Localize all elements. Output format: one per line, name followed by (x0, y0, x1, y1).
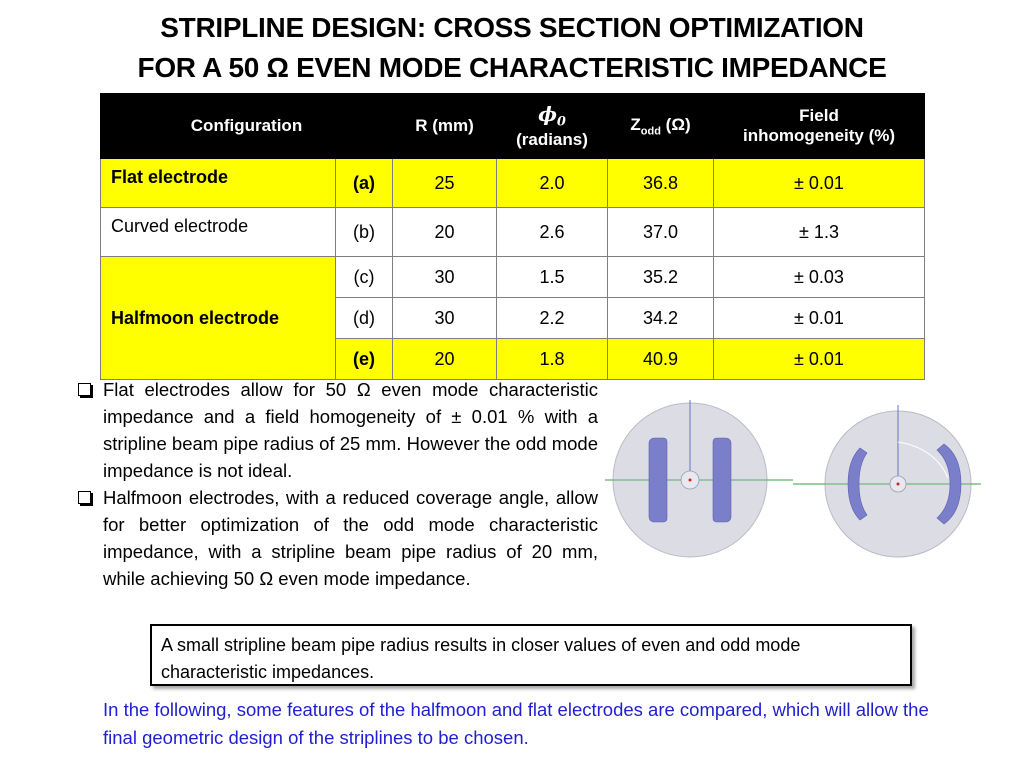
header-phi-unit: (radians) (516, 129, 588, 149)
cell-field: ± 1.3 (714, 208, 925, 257)
flat-electrode-cross-section (605, 400, 793, 557)
cell-phi: 2.6 (497, 208, 608, 257)
configuration-table (100, 93, 925, 380)
bullet-text: Flat electrodes allow for 50 Ω even mode characteristic impedance and a field homogeneity of ± 0.01 % with a stripline beam pipe radius of 25 mm. However the odd mode impedance is not ideal. (103, 379, 598, 481)
checkbox-bullet-icon (78, 491, 91, 504)
cell-r: 30 (393, 298, 497, 339)
cell-phi: 1.8 (497, 339, 608, 380)
header-field (714, 94, 925, 159)
cell-zodd: 36.8 (608, 159, 714, 208)
cell-zodd: 34.2 (608, 298, 714, 339)
table-row (101, 257, 925, 298)
cell-zodd: 35.2 (608, 257, 714, 298)
cell-phi: 2.0 (497, 159, 608, 208)
table-row (101, 159, 925, 208)
cell-phi: 2.2 (497, 298, 608, 339)
header-configuration (101, 94, 393, 159)
cell-zodd: 40.9 (608, 339, 714, 380)
phi-subscript: 0 (556, 114, 566, 130)
title-line-1: STRIPLINE DESIGN: CROSS SECTION OPTIMIZATION (160, 12, 864, 43)
row-label: (e) (336, 339, 393, 380)
header-configuration-label: Configuration (190, 116, 303, 135)
cell-r: 25 (393, 159, 497, 208)
header-field-line1: Field (799, 106, 839, 125)
bullet-item (78, 484, 598, 592)
electrode-cross-section-figure (605, 400, 981, 560)
row-label: (a) (336, 159, 393, 208)
row-label: (c) (336, 257, 393, 298)
bullet-list (78, 376, 598, 592)
header-z-label: Z (630, 114, 641, 134)
table-header-row (101, 94, 925, 159)
row-label: (b) (336, 208, 393, 257)
flat-electrode-right (713, 438, 731, 522)
note-box: A small stripline beam pipe radius results in closer values of even and odd mode characteristic impedances. (150, 624, 912, 686)
header-z-unit: (Ω) (660, 114, 691, 134)
header-field-line2: inhomogeneity (%) (742, 126, 896, 145)
halfmoon-electrode-cross-section (793, 405, 981, 557)
cell-r: 20 (393, 208, 497, 257)
cell-field: ± 0.01 (714, 339, 925, 380)
cell-field: ± 0.01 (714, 298, 925, 339)
table-row (101, 208, 925, 257)
header-phi (497, 94, 608, 159)
cell-r: 30 (393, 257, 497, 298)
group-curved-electrode: Curved electrode (101, 208, 336, 257)
checkbox-bullet-icon (78, 383, 91, 396)
header-r-label: R (mm) (415, 116, 474, 135)
flat-electrode-left (649, 438, 667, 522)
header-zodd (608, 94, 714, 159)
follow-up-text: In the following, some features of the halfmoon and flat electrodes are compared, which will allow the final geometric design of the striplines to be chosen. (103, 699, 929, 748)
cell-zodd: 37.0 (608, 208, 714, 257)
phi-symbol: ϕ (538, 102, 557, 127)
group-halfmoon-electrode: Halfmoon electrode (101, 257, 336, 380)
cell-field: ± 0.03 (714, 257, 925, 298)
row-label: (d) (336, 298, 393, 339)
header-z-subscript: odd (640, 125, 661, 138)
title-line-2: FOR A 50 Ω EVEN MODE CHARACTERISTIC IMPEDANCE (137, 52, 887, 83)
cell-field: ± 0.01 (714, 159, 925, 208)
cell-phi: 1.5 (497, 257, 608, 298)
bullet-item (78, 376, 598, 484)
group-flat-electrode: Flat electrode (101, 159, 336, 208)
bullet-text: Halfmoon electrodes, with a reduced coverage angle, allow for better optimization of the odd mode characteristic impedance, with a stripline beam pipe radius of 20 mm, while achieving 50 Ω even mode impedance. (103, 487, 598, 589)
header-r (393, 94, 497, 159)
cell-r: 20 (393, 339, 497, 380)
